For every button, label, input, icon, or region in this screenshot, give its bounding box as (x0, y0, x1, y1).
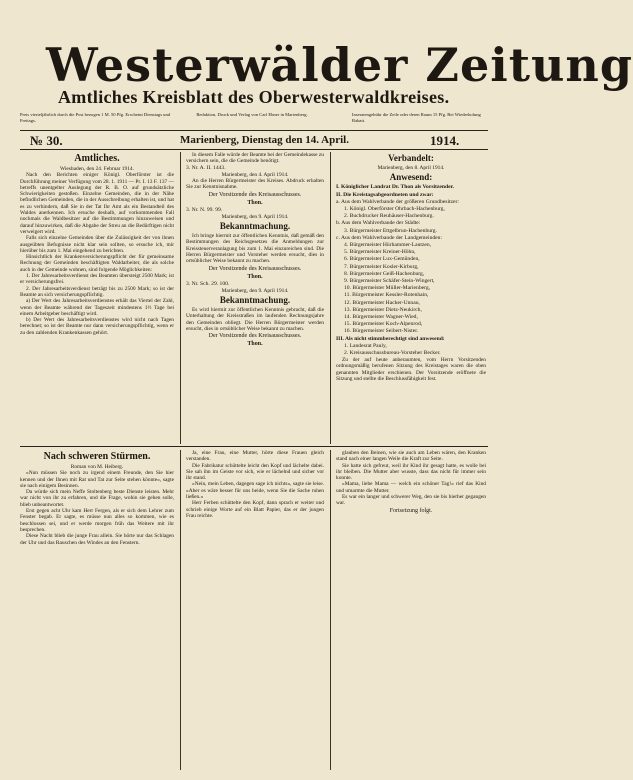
newspaper-subtitle: Amtliches Kreisblatt des Oberwesterwaldkreises. (58, 87, 450, 107)
paragraph: 1. Der Jahresarbeitsverdienst des Beamten übersteigt 2500 Mark; ist er versicherungsfrei. (20, 273, 174, 286)
column-story-2 (186, 450, 324, 770)
dateline-rule (20, 149, 488, 150)
story-paragraph: Sie hatte sich gefreut, weil ihr Kind ihr gesagt hatte, es wolle bei ihr bleiben. Die Mutter aber wusste, dass das nicht für immer sein konnte. (336, 462, 486, 482)
attendee: 7. Bürgermeister Kosler-Kirburg, (344, 263, 419, 270)
masthead (0, 0, 633, 130)
attendance-subsection: b. Aus dem Wahlverbande der Städte: (336, 220, 421, 227)
column-divider-2 (330, 152, 331, 444)
attendee: 15. Bürgermeister Koch-Alpenrod, (344, 321, 423, 328)
column-divider-1 (180, 152, 181, 444)
paragraph: Wiesbaden, den 24. Februar 1914. (60, 166, 134, 172)
order-number: 3. Nr. N. 99. 99. (186, 206, 223, 213)
column-divider-3 (180, 450, 181, 770)
attendance-heading: Anwesend: (389, 172, 433, 183)
minutes-date: Marienberg, den 8. April 1914. (377, 165, 445, 171)
paragraph: Ich bringe hiermit zur öffentlichen Kenntnis, daß gemäß den Bestimmungen des Reichsgesetzes die Anmeldungen zur Kreissteuerveranlagung bis zum 1. Mai einzureichen sind. Die Herren Bürgermeister und Vorsteher werden ersucht, dies in ortsüblicher Weise bekannt zu machen. (186, 233, 324, 265)
subscription-info: Preis vierteljährlich durch die Post bezogen 1 M. 50 Pfg. Erscheint Dienstags und Freitags. (20, 112, 171, 123)
paragraph: a) Der Wert des Jahresarbeitsverdienstes erhält das Viertel der Zahl, wenn der Beamte während der Tageszeit mindestens 1½ Tage bei einem Arbeitgeber beschäftigt wird. (20, 298, 174, 317)
story-paragraph: »Nun müssen Sie noch zu irgend einem Freunde, den Sie hier kennen und der Ihnen mit Rat und Tat zur Seite stehen könnte«, sagte sie nach einigem Besinnen. (20, 470, 174, 489)
continuation-note: Fortsetzung folgt. (389, 507, 433, 514)
signature-title: Der Vorsitzende des Kreisausschusses. (208, 333, 302, 340)
column-official (20, 152, 174, 444)
attendance-section: III. Als nicht stimmberechtigt sind anwesend: (336, 335, 445, 342)
paragraph: An die Herren Bürgermeister des Kreises. Abdruck erhalten Sie zur Kenntnisnahme. (186, 178, 324, 191)
advertising-rates: Inseratengebühr die Zeile oder deren Raum 15 Pfg. Bei Wiederholung Rabatt. (352, 112, 481, 123)
attendee: 13. Bürgermeister Dietz-Neukirch, (344, 306, 422, 313)
attendee: 1. Königl. Oberförster Ohrbach-Hachenburg, (344, 205, 445, 212)
attendee: 2. Kreisausschussbureau-Vorsteher Becker. (344, 349, 441, 356)
attendee: 9. Bürgermeister Schäfer-Stein-Wingert, (344, 277, 435, 284)
column-story-3 (336, 450, 486, 770)
attendee: 1. Landesrat Pauly, (344, 342, 387, 349)
story-paragraph: Es war ein langer und schwerer Weg, den sie bis hierher gegangen war. (336, 494, 486, 507)
paragraph: In diesem Falle würde der Beamte bei der Gemeindekasse zu versichern sein, die die Gemeinde benötigt. (186, 152, 324, 165)
order-date: Marienberg, den 4. April 1914. (221, 171, 289, 178)
attendee: 2. Buchdrucker Reuhäuser-Hachenburg. (344, 213, 434, 220)
paragraph: Es wird hiermit zur öffentlichen Kenntnis gebracht, daß die Unterhaltung der Kreisstraßen im laufenden Rechnungsjahre den Gemeinden obliegt. Die Herren Bürgermeister werden ersucht, dies in ortsüblicher Weise bekannt zu machen. (186, 307, 324, 333)
minutes-heading: Verbandelt: (388, 153, 434, 163)
story-paragraph: Ja, eine Frau, eine Mutter, hörte diese Frauen gleich verstanden. (186, 450, 324, 463)
publisher-info: Redaktion, Druck und Verlag von Carl Ebner in Marienberg. (196, 112, 308, 117)
announcement-heading: Bekanntmachung. (219, 221, 291, 232)
paragraph: Hinsichtlich der Krankenversicherungspflicht der für gemeinsame Rechnung der Gemeinden beschäftigten Waldarbeiter, die als solche auch in der Gemeinde wohnen, sind folgende Möglichkeiten: (20, 254, 174, 273)
paragraph: Nach den Berichten einiger Königl. Oberförster ist die Durchführung meiner Verfügung vom 28. 1. 1911 — Pr. I. 13 F. 137 — betreffs unentgelter Auslegung der R. B. O. auf grundsätzliche Schwierigkeiten gestoßen. Einzelne Gemeinden, die in der Nähe befindlichen Gemeinden, die in der Ausschreibung erhalten ist, und hat es zu verhindern, daß Sie in der Tat Ihr Amt als ein Bestandteil des Waldes anerkennen. Ich ersuche deshalb, auf vorkommenden Fall nochmals die Waldbesitzer auf die Bestimmungen hinzuweisen und darauf hinzuwirken, daß die Abgabe der Streu an die Bedürftigen nicht verweigert wird. (20, 172, 174, 235)
signature-title: Der Vorsitzende des Kreisausschusses. (208, 191, 302, 198)
story-paragraph: Da würde sich mein Neffe Stoltenberg beste Dienste leisten. Mehr war nicht von ihr zu erfahren, und die Frage, wohin sie gehen solle, blieb unbeantwortet. (20, 489, 174, 508)
attendee: 4. Bürgermeister Hürhammer-Lautzen, (344, 241, 432, 248)
issue-date: Marienberg, Dienstag den 14. April. (180, 134, 349, 146)
story-paragraph: glauben den Beinen, wie sie auch am Leben wären, den Kranken stand nach einer langen Weile die Kraft zur Seite. (336, 450, 486, 463)
newspaper-title: Westerwälder Zeitung (46, 38, 633, 92)
attendee: 14. Bürgermeister Wagner-Wied, (344, 313, 418, 320)
attendance-section: I. Königlicher Landrat Dr. Thon als Vorsitzender. (336, 184, 454, 191)
issue-year: 1914. (430, 133, 460, 148)
feuilleton-rule (20, 446, 488, 447)
attendee: 3. Bürgermeister Ettgelbrun-Hachenburg. (344, 227, 437, 234)
attendee: 16. Bürgermeister Seibert-Nister. (344, 328, 419, 335)
attendee: 11. Bürgermeister Kessler-Rotenhain, (344, 292, 429, 299)
signature-title: Der Vorsitzende des Kreisausschusses. (208, 265, 302, 272)
attendee: 10. Bürgermeister Müller-Marienberg, (344, 285, 431, 292)
story-paragraph: Die Fabrikatur schüttelte leicht den Kopf und lächelte dabei. Sie sah ihn im Geiste vor sich, wie er lächelnd und sicher vor ihr stand. (186, 462, 324, 482)
attendee: 5. Bürgermeister Kreiner-Höhn, (344, 249, 416, 256)
order-number: 3. Nr. A. II. 1443. (186, 164, 226, 171)
signature-name: Thon. (247, 199, 263, 206)
story-byline: Roman von M. Heiberg. (70, 464, 124, 470)
order-date: Marienberg, den 9. April 1914. (221, 213, 289, 220)
paragraph: 2. Der Jahresarbeitsverdienst beträgt bis zu 2500 Mark; so ist der Beamte an sich versicherungspflichtig. (20, 285, 174, 298)
attendee: 8. Bürgermeister Geiß-Hachenburg, (344, 270, 425, 277)
paragraph: b) Der Wert des Jahresarbeitsverdienstes wird nicht nach Tagen berechnet; so ist der Beamte nur dann versicherungspflichtig, wenn er zu den zahlenden Krankenkassen gehört. (20, 317, 174, 336)
announcement-heading: Bekanntmachung. (219, 295, 291, 306)
story-heading: Nach schweren Stürmen. (43, 451, 151, 462)
issue-number: № 30. (30, 133, 63, 148)
attendance-subsection: a. Aus dem Wahlverbande der größeren Grundbesitzer: (336, 198, 459, 205)
column-announcements (186, 152, 324, 444)
attendance-section: II. Die Kreistagsabgeordneten und zwar: (336, 191, 434, 198)
paragraph: Zu der auf heute anberaumten, vom Herrn Vorsitzenden ordnungsmäßig berufenen Sitzung des Kreistages waren die oben genannten Mitglieder erschienen. Der Vorsitzende eröffnete die Sitzung und stellte die Beschlussfähigkeit fest. (336, 357, 486, 383)
paragraph: Falls sich einzelne Gemeinden über die Zulässigkeit der von ihnen ausgeübten Befugnisse nicht klar sein sollten, so ersuche ich, mir hierüber bis zum 1. Mai eingehend zu berichten. (20, 235, 174, 254)
order-number: 3. Nr. Sch. 29. 100. (186, 280, 230, 287)
signature-name: Thon. (247, 273, 263, 280)
attendee: 6. Bürgermeister Lux-Gemünden, (344, 256, 420, 263)
top-rule (20, 130, 488, 131)
story-paragraph: Herr Ferben schüttelte den Kopf, dann sprach er weiter und schrieb einige Worte auf ein Blatt Papier, das er der jungen Frau reichte. (186, 500, 324, 519)
attendance-subsection: c. Aus dem Wahlverbande der Landgemeinden: (336, 234, 443, 241)
section-heading-official: Amtliches. (74, 153, 120, 164)
dateline (20, 133, 488, 147)
signature-name: Thon. (247, 341, 263, 348)
story-paragraph: »Nein, mein Leben, dagegen sage ich nichts«, sagte sie leise. »Aber es wäre besser für uns beide, wenn Sie die Sache ruhen ließen.« (186, 481, 324, 501)
column-divider-4 (330, 450, 331, 770)
story-paragraph: »Mama, liebe Mama — welch ein schöner Tag!« rief das Kind und umarmte die Mutter. (336, 481, 486, 494)
order-date: Marienberg, den 9. April 1914. (221, 287, 289, 294)
story-paragraph: Erst gegen acht Uhr kam Herr Fergen, als er sich dem Lehrer zum Fenster begab. Er sagte, es müsse nun alles so kommen, wie es beschlossen sei, und er werde morgen früh das Weitere mit ihr besprechen. (20, 508, 174, 533)
column-minutes (336, 152, 486, 444)
column-story-1 (20, 450, 174, 770)
story-paragraph: Diese Nacht blieb die junge Frau allein. Sie hörte nur das Schlagen der Uhr und das Rauschen des Windes an den Fenstern. (20, 533, 174, 546)
attendee: 12. Bürgermeister Hacker-Unnau, (344, 299, 420, 306)
